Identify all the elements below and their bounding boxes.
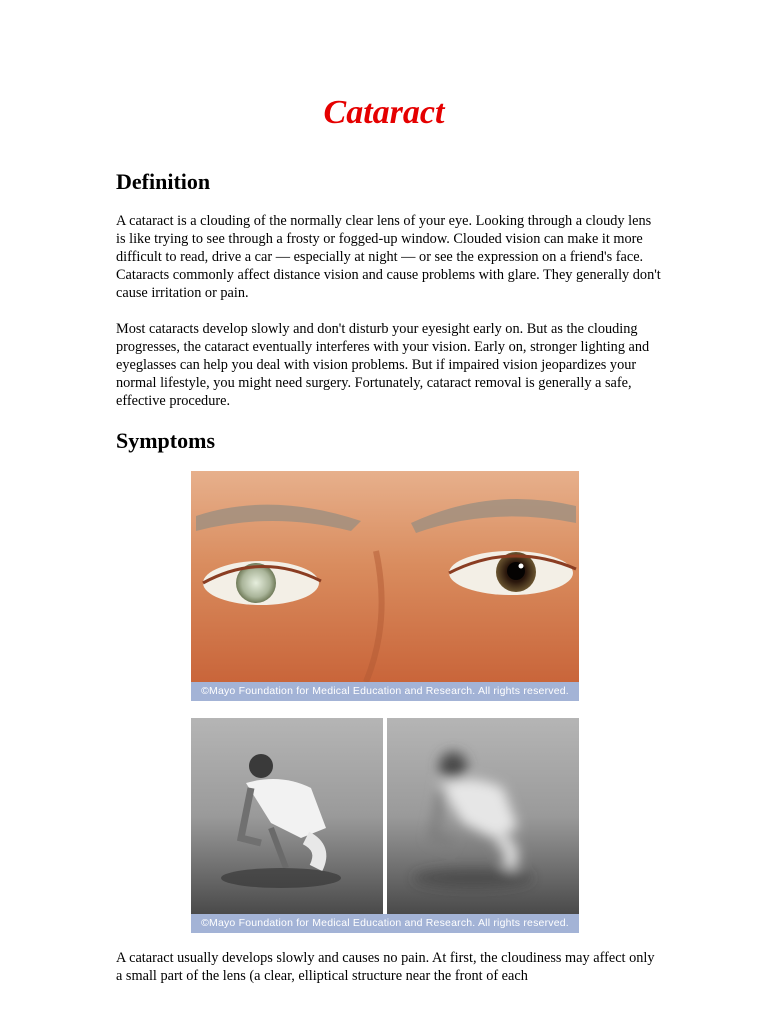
vision-comparison-illustration — [191, 718, 579, 914]
eyes-photo — [191, 471, 579, 682]
page-title: Cataract — [323, 94, 445, 131]
definition-heading: Definition — [116, 169, 211, 194]
definition-paragraph-2: Most cataracts develop slowly and don't disturb your eyesight early on. But as the clouding progresses, the cataract eventually interferes with your vision. Early on, stronger lighting and eyeglasses can help you deal with vision problems. But if impaired vision jeopardizes your normal lifestyle, you might need surgery. Fortunately, cataract removal is generally a safe, effective procedure. — [116, 321, 650, 409]
vision-comparison-photo — [191, 718, 579, 914]
symptoms-paragraph: A cataract usually develops slowly and causes no pain. At first, the cloudiness may affect only a small part of the lens (a clear, elliptical structure near the front of each — [116, 950, 655, 984]
symptoms-heading: Symptoms — [116, 428, 216, 453]
eyes-illustration — [191, 471, 579, 682]
vision-photo-caption: ©Mayo Foundation for Medical Education and Research. All rights reserved. — [191, 914, 579, 933]
eyes-photo-caption: ©Mayo Foundation for Medical Education and Research. All rights reserved. — [191, 682, 579, 701]
definition-paragraph-1: A cataract is a clouding of the normally clear lens of your eye. Looking through a cloudy lens is like trying to see through a frosty or fogged-up window. Clouded vision can make it more difficult to read, drive a car — especially at night — or see the expression on a friend's face. Cataracts commonly affect distance vision and cause problems with glare. They generally don't cause irritation or pain. — [116, 213, 661, 301]
